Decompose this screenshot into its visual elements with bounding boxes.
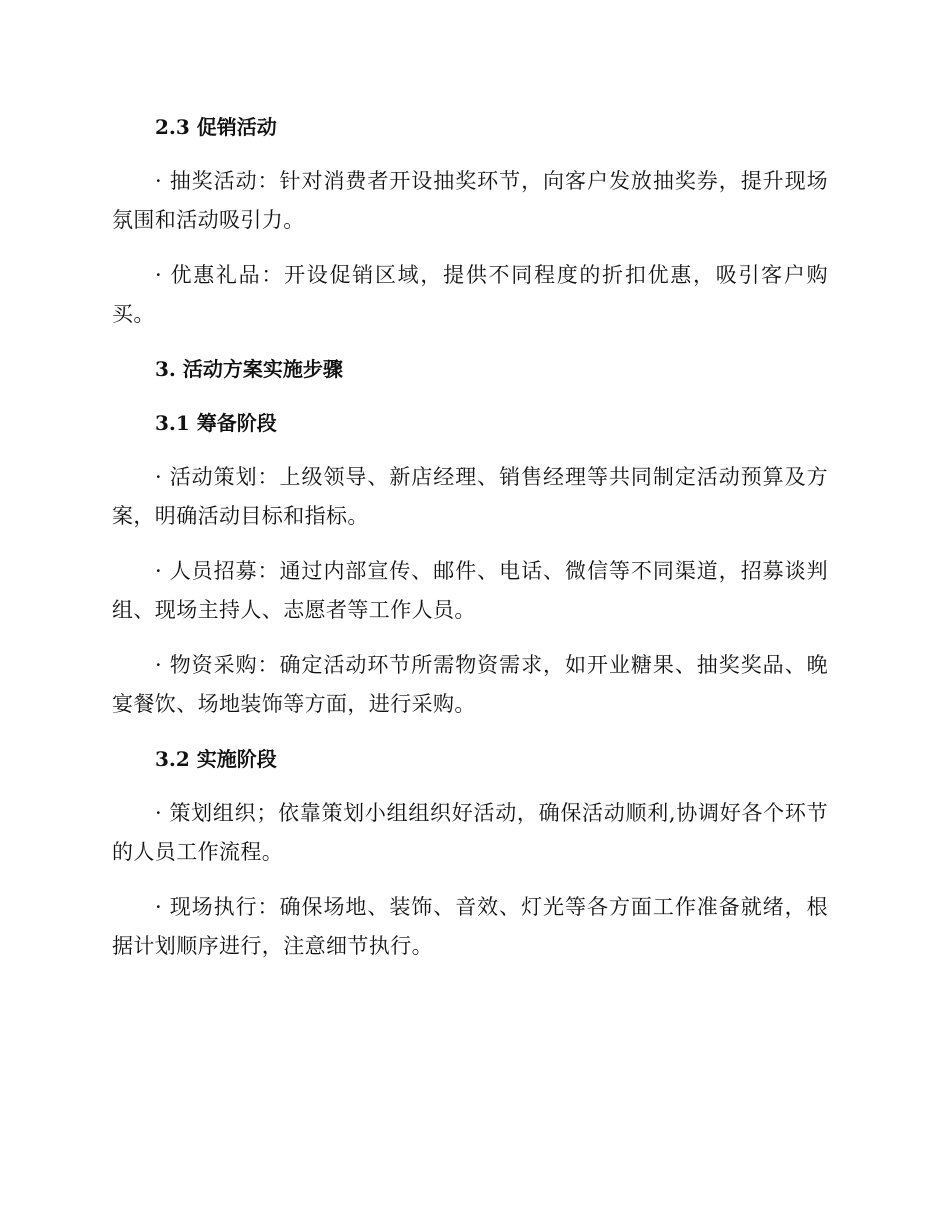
section-heading-2-3: 2.3 促销活动: [155, 115, 277, 139]
paragraph-lottery: · 抽奖活动：针对消费者开设抽奖环节，向客户发放抽奖券，提升现场氛围和活动吸引力。: [112, 169, 828, 232]
document-page: [112, 108, 828, 982]
section-heading-3-2: 3.2 实施阶段: [155, 747, 277, 771]
paragraph-onsite-execution: · 现场执行：确保场地、装饰、音效、灯光等各方面工作准备就绪，根据计划顺序进行，注意细节执行。: [112, 895, 828, 958]
paragraph-staff-recruitment: · 人员招募：通过内部宣传、邮件、电话、微信等不同渠道，招募谈判组、现场主持人、志愿者等工作人员。: [112, 559, 828, 622]
paragraph-event-planning: · 活动策划：上级领导、新店经理、销售经理等共同制定活动预算及方案，明确活动目标和指标。: [112, 465, 828, 528]
paragraph-discount-gifts: · 优惠礼品：开设促销区域，提供不同程度的折扣优惠，吸引客户购买。: [112, 263, 828, 326]
section-heading-3: 3. 活动方案实施步骤: [155, 357, 343, 381]
paragraph-organization: · 策划组织；依靠策划小组组织好活动，确保活动顺利,协调好各个环节的人员工作流程。: [112, 801, 828, 864]
paragraph-procurement: · 物资采购：确定活动环节所需物资需求，如开业糖果、抽奖奖品、晚宴餐饮、场地装饰等方面，进行采购。: [112, 653, 828, 716]
section-heading-3-1: 3.1 筹备阶段: [155, 411, 277, 435]
